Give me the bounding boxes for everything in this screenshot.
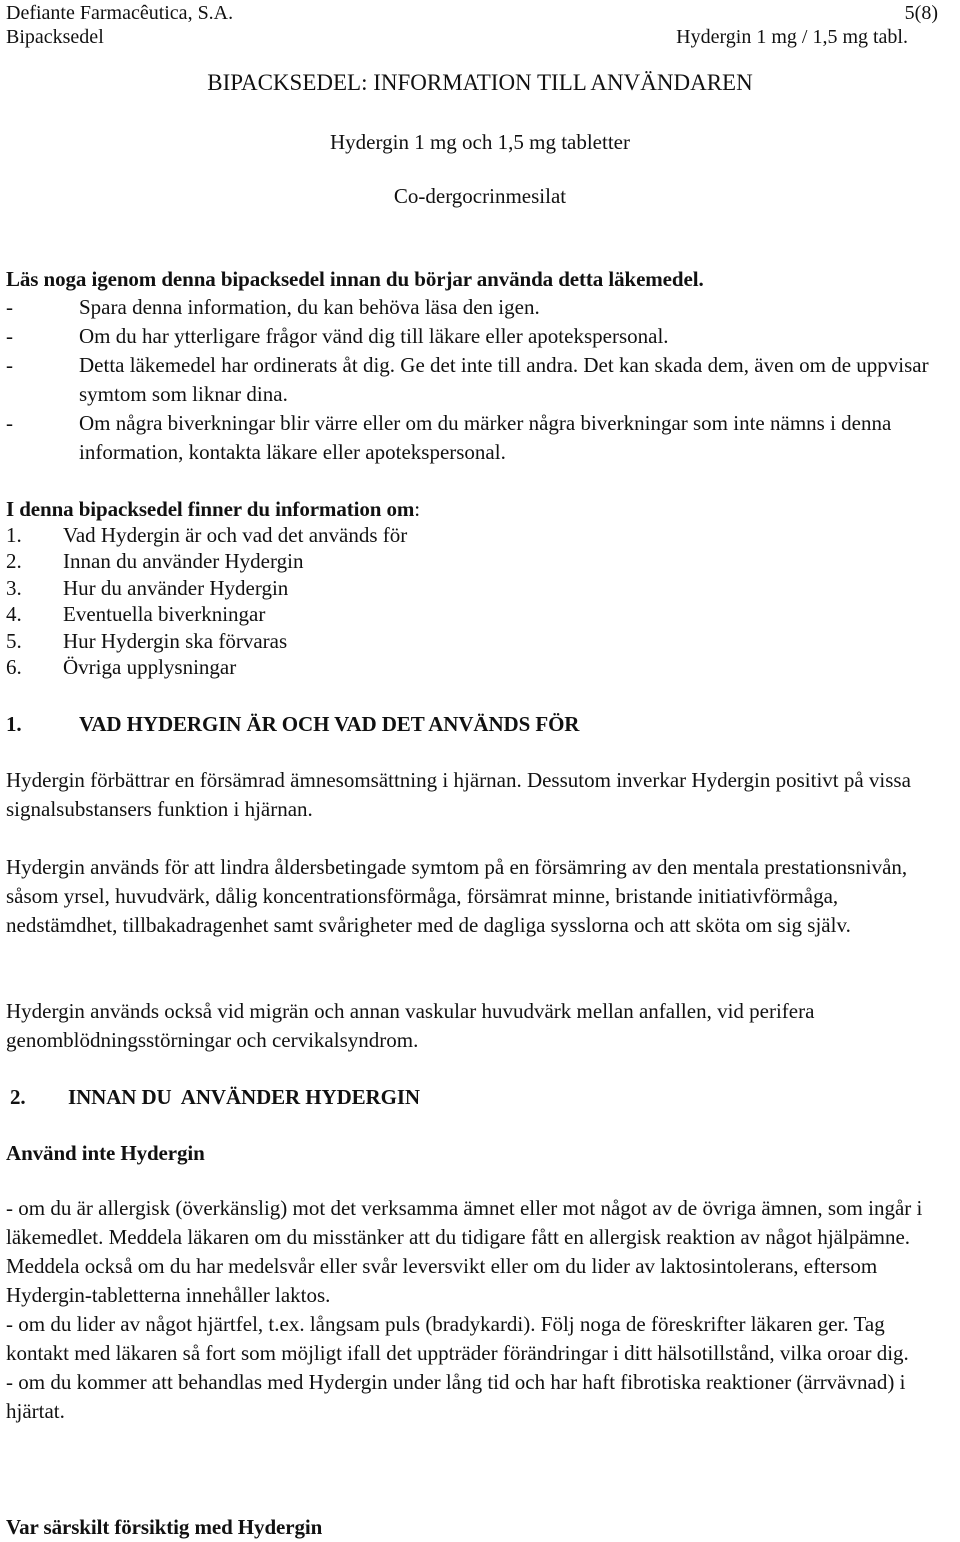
section-2-heading: [6, 1083, 420, 1111]
page-number: 5(8): [904, 2, 938, 24]
toc-item: [6, 628, 407, 654]
table-of-contents: [6, 522, 407, 680]
toc-text: Innan du använder Hydergin: [63, 549, 304, 574]
toc-item: [6, 654, 407, 680]
advice-item: Om några biverkningar blir värre eller om du märker några biverkningar som inte nämns i denna information, kontakta läkare eller apotekspersonal.: [79, 411, 892, 464]
toc-heading-line: [6, 496, 420, 522]
toc-text: Hur Hydergin ska förvaras: [63, 628, 288, 653]
toc-item: [6, 548, 407, 574]
toc-text: Övriga upplysningar: [63, 655, 237, 680]
section-number: 1.: [6, 712, 22, 736]
advice-item: Spara denna information, du kan behöva läsa den igen.: [79, 295, 540, 319]
toc-text: Eventuella biverkningar: [63, 602, 266, 627]
section-1-heading: [6, 710, 579, 738]
section-1-paragraph: Hydergin används för att lindra åldersbetingade symtom på en försämring av den mentala prestationsnivån, såsom yrsel, huvudvärk, dålig koncentrationsförmåga, försämrat minne, bristande initiativförmåga, nedstämdhet, tillbakadragenhet samt svårigheter med de dagliga sysslorna och att sköta om sig själv.: [6, 855, 908, 937]
toc-number: 1.: [6, 523, 22, 547]
bullet-marker: -: [6, 353, 13, 377]
toc-item: [6, 601, 407, 627]
toc-item: [6, 522, 407, 548]
toc-number: 5.: [6, 628, 22, 653]
document-type: Bipacksedel: [6, 26, 104, 48]
bullet-marker: -: [6, 295, 13, 319]
toc-text: Hur du använder Hydergin: [63, 575, 289, 600]
subsection-heading: Var särskilt försiktig med Hydergin: [6, 1515, 323, 1539]
subsection-heading: Använd inte Hydergin: [6, 1141, 205, 1165]
toc-text: Vad Hydergin är och vad det används för: [63, 523, 408, 547]
page-title: BIPACKSEDEL: INFORMATION TILL ANVÄNDAREN: [207, 70, 753, 95]
section-title: INNAN DU ANVÄNDER HYDERGIN: [68, 1085, 420, 1109]
contraindications-text: - om du är allergisk (överkänslig) mot det verksamma ämnet eller mot något av de övriga ämnen, som ingår i läkemedlet. Meddela läkaren om du misstänker att du tidigare fått en allergisk reaktion av något hjälpämne. Meddela också om du har medelsvår eller svår leversvikt eller om du lider av laktosintolerans, eftersom Hydergin-tabletterna innehåller laktos. - om du lider av något hjärtfel, t.ex. långsam puls (bradykardi). Följ noga de föreskrifter läkaren ger. Tag kontakt med läkaren så fort som möjligt ifall det uppträder förändringar i ditt hälsotillstånd, vilka oroar dig. - om du kommer att behandlas med Hydergin under lång tid och har haft fibrotiska reaktioner (ärrvävnad) i hjärtat.: [6, 1196, 923, 1423]
advice-item: Om du har ytterligare frågor vänd dig till läkare eller apotekspersonal.: [79, 324, 669, 348]
toc-number: 2.: [6, 549, 22, 574]
section-title: VAD HYDERGIN ÄR OCH VAD DET ANVÄNDS FÖR: [79, 712, 580, 736]
product-name: Hydergin 1 mg och 1,5 mg tabletter: [330, 130, 630, 154]
advice-item: Detta läkemedel har ordinerats åt dig. Ge det inte till andra. Det kan skada dem, även om de uppvisar symtom som liknar dina.: [79, 353, 929, 406]
bullet-marker: -: [6, 411, 13, 435]
bullet-marker: -: [6, 324, 13, 348]
toc-number: 3.: [6, 575, 22, 600]
read-carefully-notice: Läs noga igenom denna bipacksedel innan du börjar använda detta läkemedel.: [6, 267, 704, 291]
toc-number: 6.: [6, 655, 22, 680]
section-1-paragraph: Hydergin används också vid migrän och annan vaskular huvudvärk mellan anfallen, vid perifera genomblödningsstörningar och cervikalsyndrom.: [6, 999, 815, 1052]
product-reference: Hydergin 1 mg / 1,5 mg tabl.: [676, 26, 908, 48]
company-name: Defiante Farmacêutica, S.A.: [6, 2, 234, 24]
toc-colon: :: [414, 497, 421, 521]
toc-item: [6, 575, 407, 601]
toc-number: 4.: [6, 602, 22, 627]
section-1-paragraph: Hydergin förbättrar en försämrad ämnesomsättning i hjärnan. Dessutom inverkar Hydergin positivt på vissa signalsubstansers funktion i hjärnan.: [6, 768, 911, 821]
section-number: 2.: [10, 1085, 26, 1109]
active-substance: Co-dergocrinmesilat: [393, 184, 567, 208]
toc-heading: I denna bipacksedel finner du information om: [6, 497, 415, 521]
